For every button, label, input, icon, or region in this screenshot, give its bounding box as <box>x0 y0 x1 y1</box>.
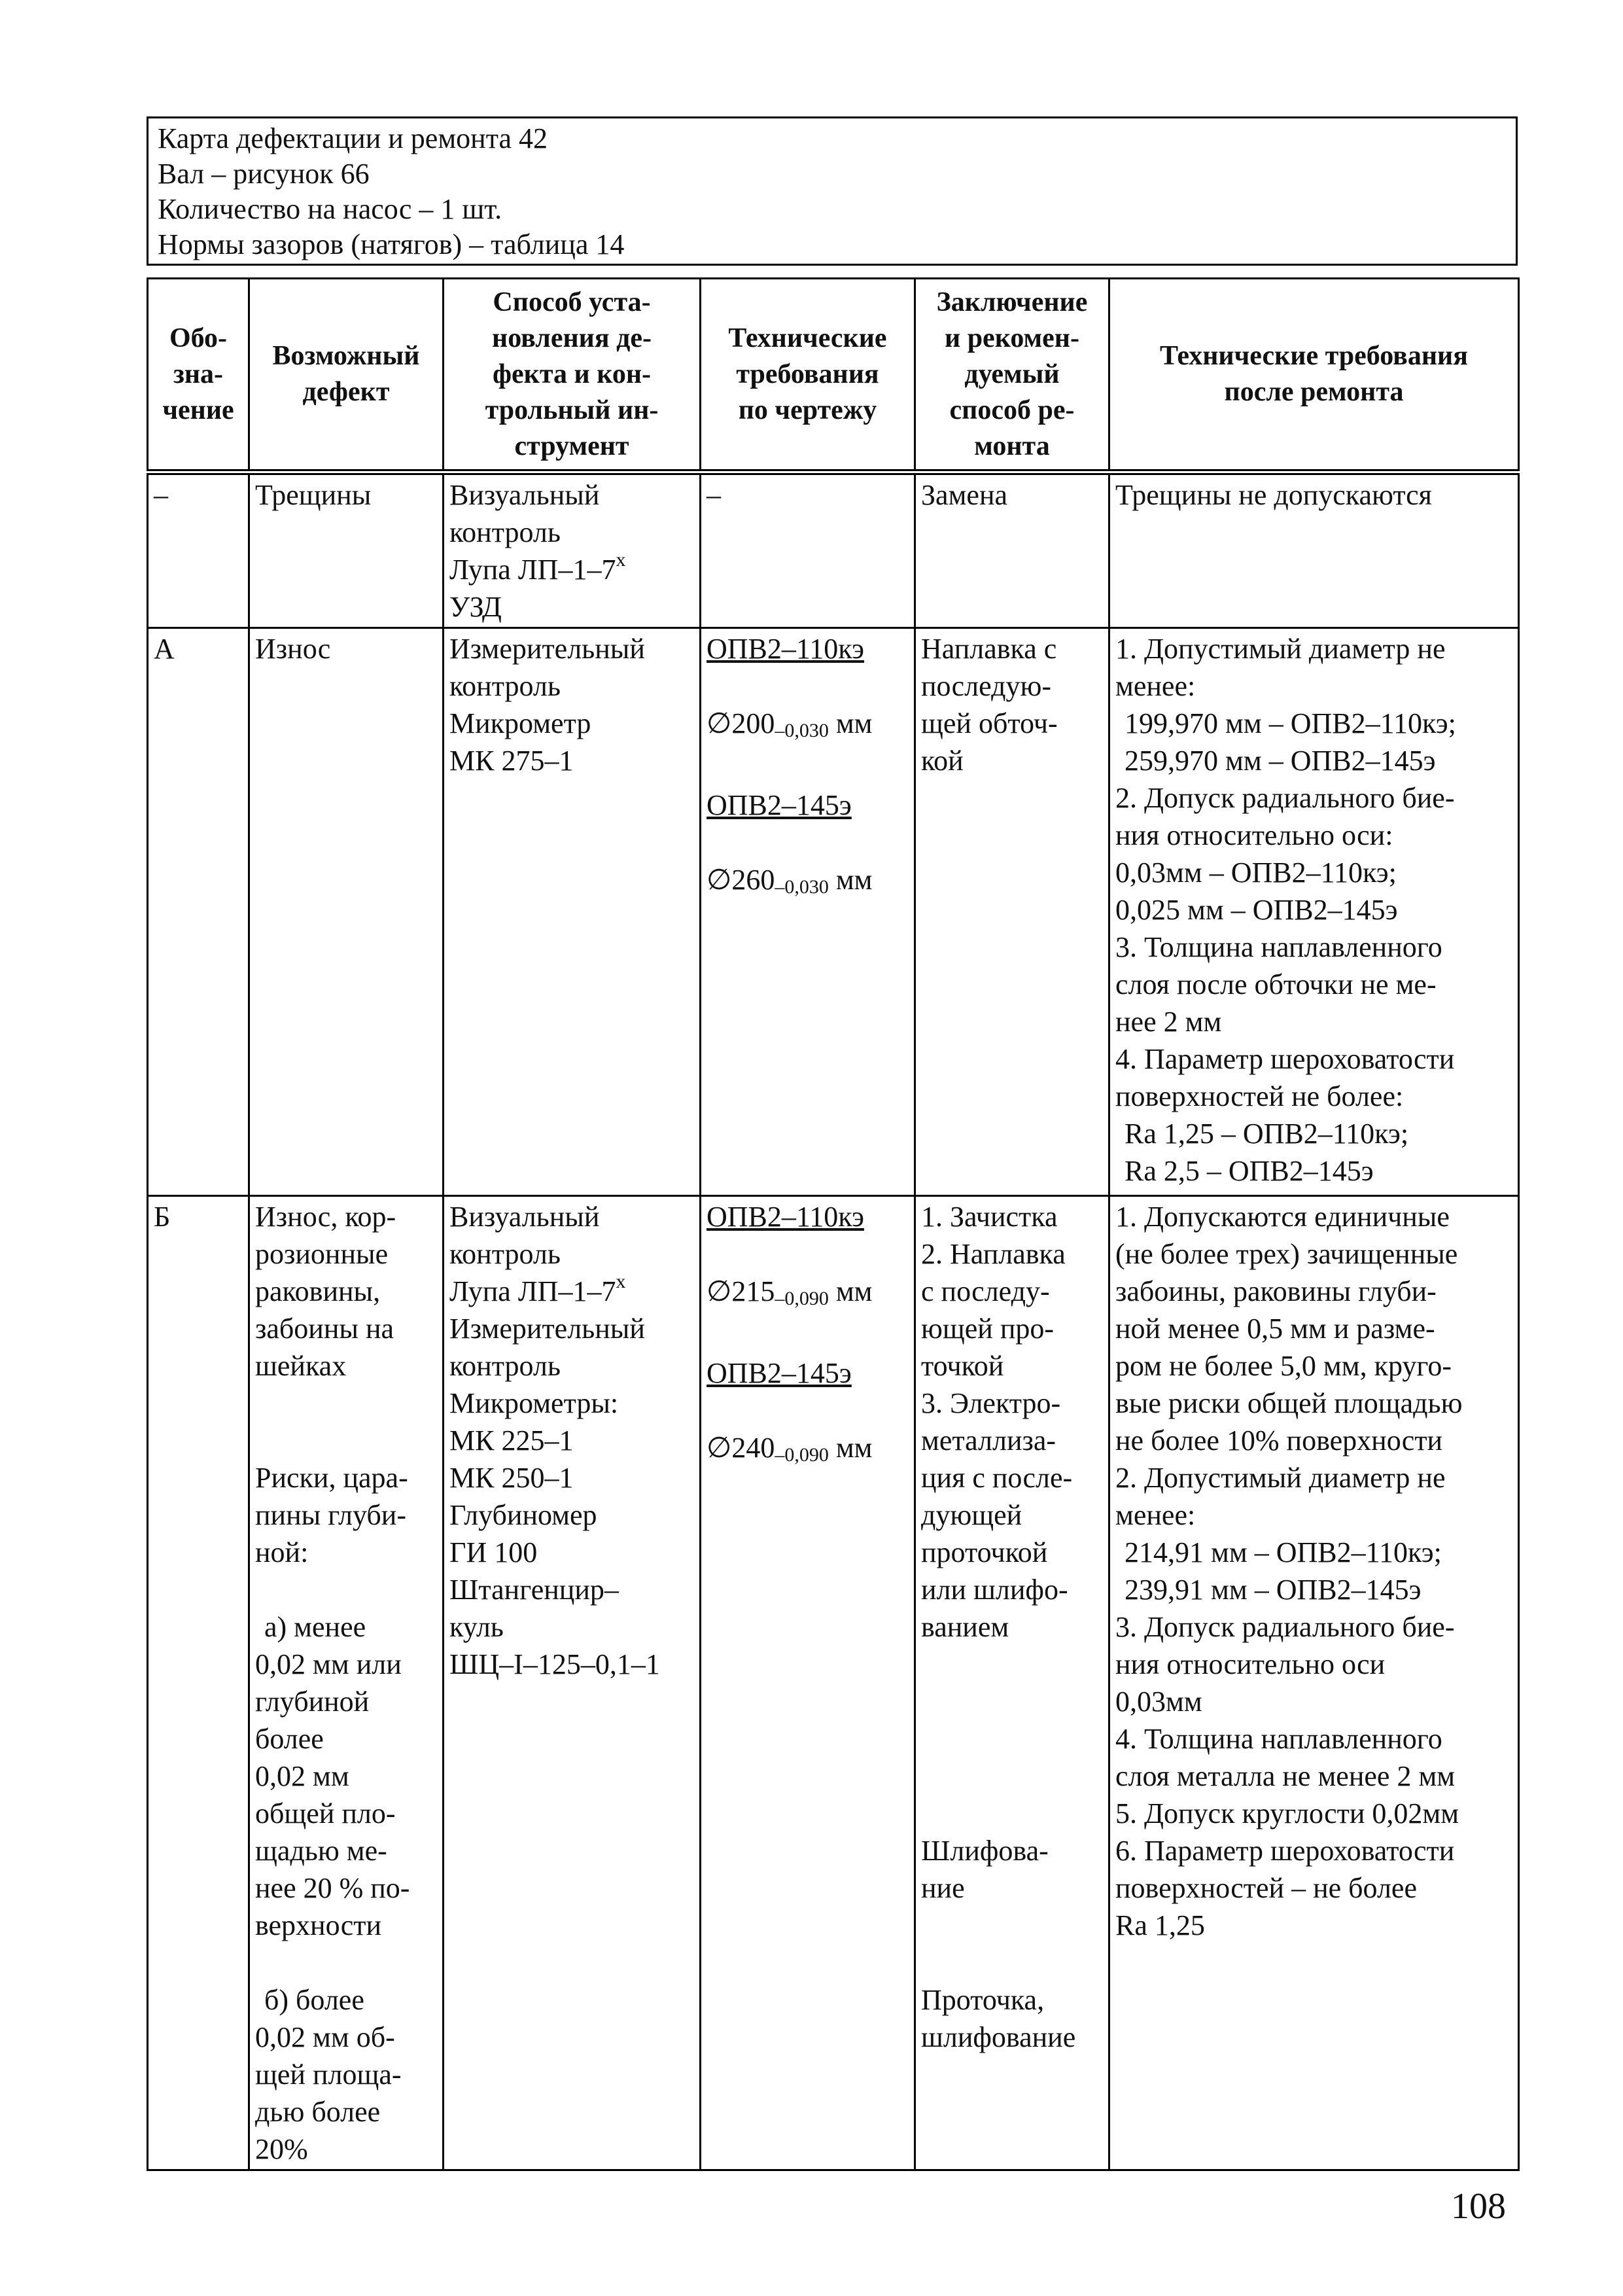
col-header-defect: Возможный дефект <box>249 279 444 472</box>
cell-repair: Замена <box>915 472 1109 628</box>
clearance-norms: Нормы зазоров (натягов) – таблица 14 <box>158 228 625 260</box>
cell-spec: ОПВ2–110кэ $\emptyset 215_{-0,090}$ мм ОПВ2–145э $\emptyset 240_{-0,090}$ мм <box>701 1196 915 2170</box>
cell-spec: – <box>701 472 915 628</box>
dimension-215: $\emptyset 215_{-0,090}$ мм <box>707 1275 873 1309</box>
col-header-spec: Технические требования по чертежу <box>701 279 915 472</box>
col-header-repair: Заключение и рекомен- дуемый способ ре- монта <box>915 279 1109 472</box>
page-number: 108 <box>1451 2186 1506 2227</box>
cell-defect: Износ <box>249 628 444 1196</box>
cell-spec: ОПВ2–110кэ $\emptyset 200_{-0,030}$ мм ОПВ2–145э $\emptyset 260_{-0,030}$ мм <box>701 628 915 1196</box>
table-row <box>148 472 1519 628</box>
cell-method: Измерительный контроль Микрометр МК 275–1 <box>444 628 701 1196</box>
table-row <box>148 628 1519 1196</box>
cell-after-repair: Трещины не допускаются <box>1109 472 1519 628</box>
cell-code: А <box>148 628 249 1196</box>
cell-defect: Трещины <box>249 472 444 628</box>
part-figure: Вал – рисунок 66 <box>158 158 370 190</box>
card-title: Карта дефектации и ремонта 42 <box>158 122 548 154</box>
cell-after-repair: 1. Допускаются единичные (не более трех) зачищенные забоины, раковины глуби- ной менее 0,5 мм и разме- ром не более 5,0 мм, круго- вые риски общей площадью не более 10% поверхности 2. Допустимый диаметр не менее: 214,91 мм – ОПВ2–110кэ; 239,91 мм – ОПВ2–145э 3. Допуск радиального бие- ния относительно оси 0,03мм 4. Толщина наплавленного слоя металла не менее 2 мм 5. Допуск круглости 0,02мм 6. Параметр шероховатости поверхностей – не более Ra 1,25 <box>1109 1196 1519 2170</box>
cell-defect: Износ, кор- розионные раковины, забоины на шейках Риски, цара- пины глуби- ной: а) менее 0,02 мм или глубиной более 0,02 мм общей пло- щадью ме- нее 20 % по- верхности б) более 0,02 мм об- щей площа- дью более 20% <box>249 1196 444 2170</box>
dimension-240: $\emptyset 240_{-0,090}$ мм <box>707 1432 873 1466</box>
card-header <box>147 116 1518 266</box>
cell-repair: 1. Зачистка 2. Наплавка с последу- ющей про- точкой 3. Электро- металлиза- ция с после- дующей проточкой или шлифо- ванием Шлифова- ние Проточка, шлифование <box>915 1196 1109 2170</box>
dimension-260: $\emptyset 260_{-0,030}$ мм <box>707 864 873 898</box>
cell-code: – <box>148 472 249 628</box>
quantity: Количество на насос – 1 шт. <box>158 193 502 225</box>
table-row <box>148 1196 1519 2170</box>
col-header-after-repair: Технические требования после ремонта <box>1109 279 1519 472</box>
cell-method: Визуальный контроль Лупа ЛП–1–7$^x$ УЗД <box>444 472 701 628</box>
col-header-method: Способ уста- новления де- фекта и кон- трольный ин- струмент <box>444 279 701 472</box>
dimension-200: $\emptyset 200_{-0,030}$ мм <box>707 707 873 741</box>
cell-method: Визуальный контроль Лупа ЛП–1–7$^x$ Измерительный контроль Микрометры: МК 225–1 МК 250–1 Глубиномер ГИ 100 Штангенцир– куль ШЦ–I–125–0,1–1 <box>444 1196 701 2170</box>
defect-table <box>147 277 1520 2171</box>
col-header-code: Обо- зна- чение <box>148 279 249 472</box>
cell-repair: Наплавка с последую- щей обточ- кой <box>915 628 1109 1196</box>
cell-after-repair: 1. Допустимый диаметр не менее: 199,970 мм – ОПВ2–110кэ; 259,970 мм – ОПВ2–145э 2. Допуск радиального бие- ния относительно оси: 0,03мм – ОПВ2–110кэ; 0,025 мм – ОПВ2–145э 3. Толщина наплавленного слоя после обточки не ме- нее 2 мм 4. Параметр шероховатости поверхностей не более: Ra 1,25 – ОПВ2–110кэ; Ra 2,5 – ОПВ2–145э <box>1109 628 1519 1196</box>
cell-code: Б <box>148 1196 249 2170</box>
table-header-row <box>148 279 1519 472</box>
